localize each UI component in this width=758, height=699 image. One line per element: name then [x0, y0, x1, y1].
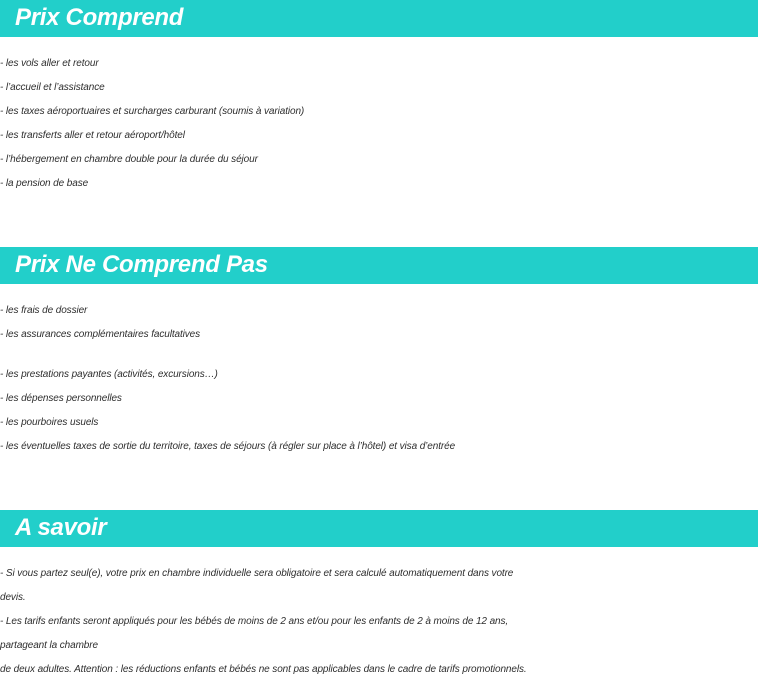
text-line: - Les tarifs enfants seront appliqués pour les bébés de moins de 2 ans et/ou pour les enfants de 2 à moins de 12 ans, [0, 616, 509, 627]
list-item: - l’accueil et l’assistance [0, 82, 105, 93]
text-line: partageant la chambre [0, 640, 98, 651]
section-header-prix-ne-comprend-pas [0, 247, 758, 284]
section-title: Prix Comprend [15, 4, 184, 31]
list-item: - les transferts aller et retour aéroport/hôtel [0, 130, 185, 141]
section-title: A savoir [15, 514, 107, 541]
text-line: devis. [0, 592, 26, 603]
list-item: - les assurances complémentaires facultatives [0, 329, 201, 340]
list-item: - les vols aller et retour [0, 58, 99, 69]
section-header-prix-comprend [0, 0, 758, 37]
list-item: - la pension de base [0, 178, 89, 189]
list-item: - l’hébergement en chambre double pour la durée du séjour [0, 154, 258, 165]
list-item: - les prestations payantes (activités, excursions…) [0, 369, 218, 380]
list-item: - les frais de dossier [0, 305, 88, 316]
text-line: - Si vous partez seul(e), votre prix en chambre individuelle sera obligatoire et sera calculé automatiquement dans votre [0, 568, 514, 579]
list-item: - les pourboires usuels [0, 417, 99, 428]
section-header-a-savoir [0, 510, 758, 547]
text-line: de deux adultes. Attention : les réductions enfants et bébés ne sont pas applicables dans le cadre de tarifs promotionnels. [0, 664, 527, 675]
list-item: - les éventuelles taxes de sortie du territoire, taxes de séjours (à régler sur place à l’hôtel) et visa d’entrée [0, 441, 456, 452]
list-item: - les dépenses personnelles [0, 393, 122, 404]
section-title: Prix Ne Comprend Pas [15, 251, 268, 278]
list-item: - les taxes aéroportuaires et surcharges carburant (soumis à variation) [0, 106, 305, 117]
